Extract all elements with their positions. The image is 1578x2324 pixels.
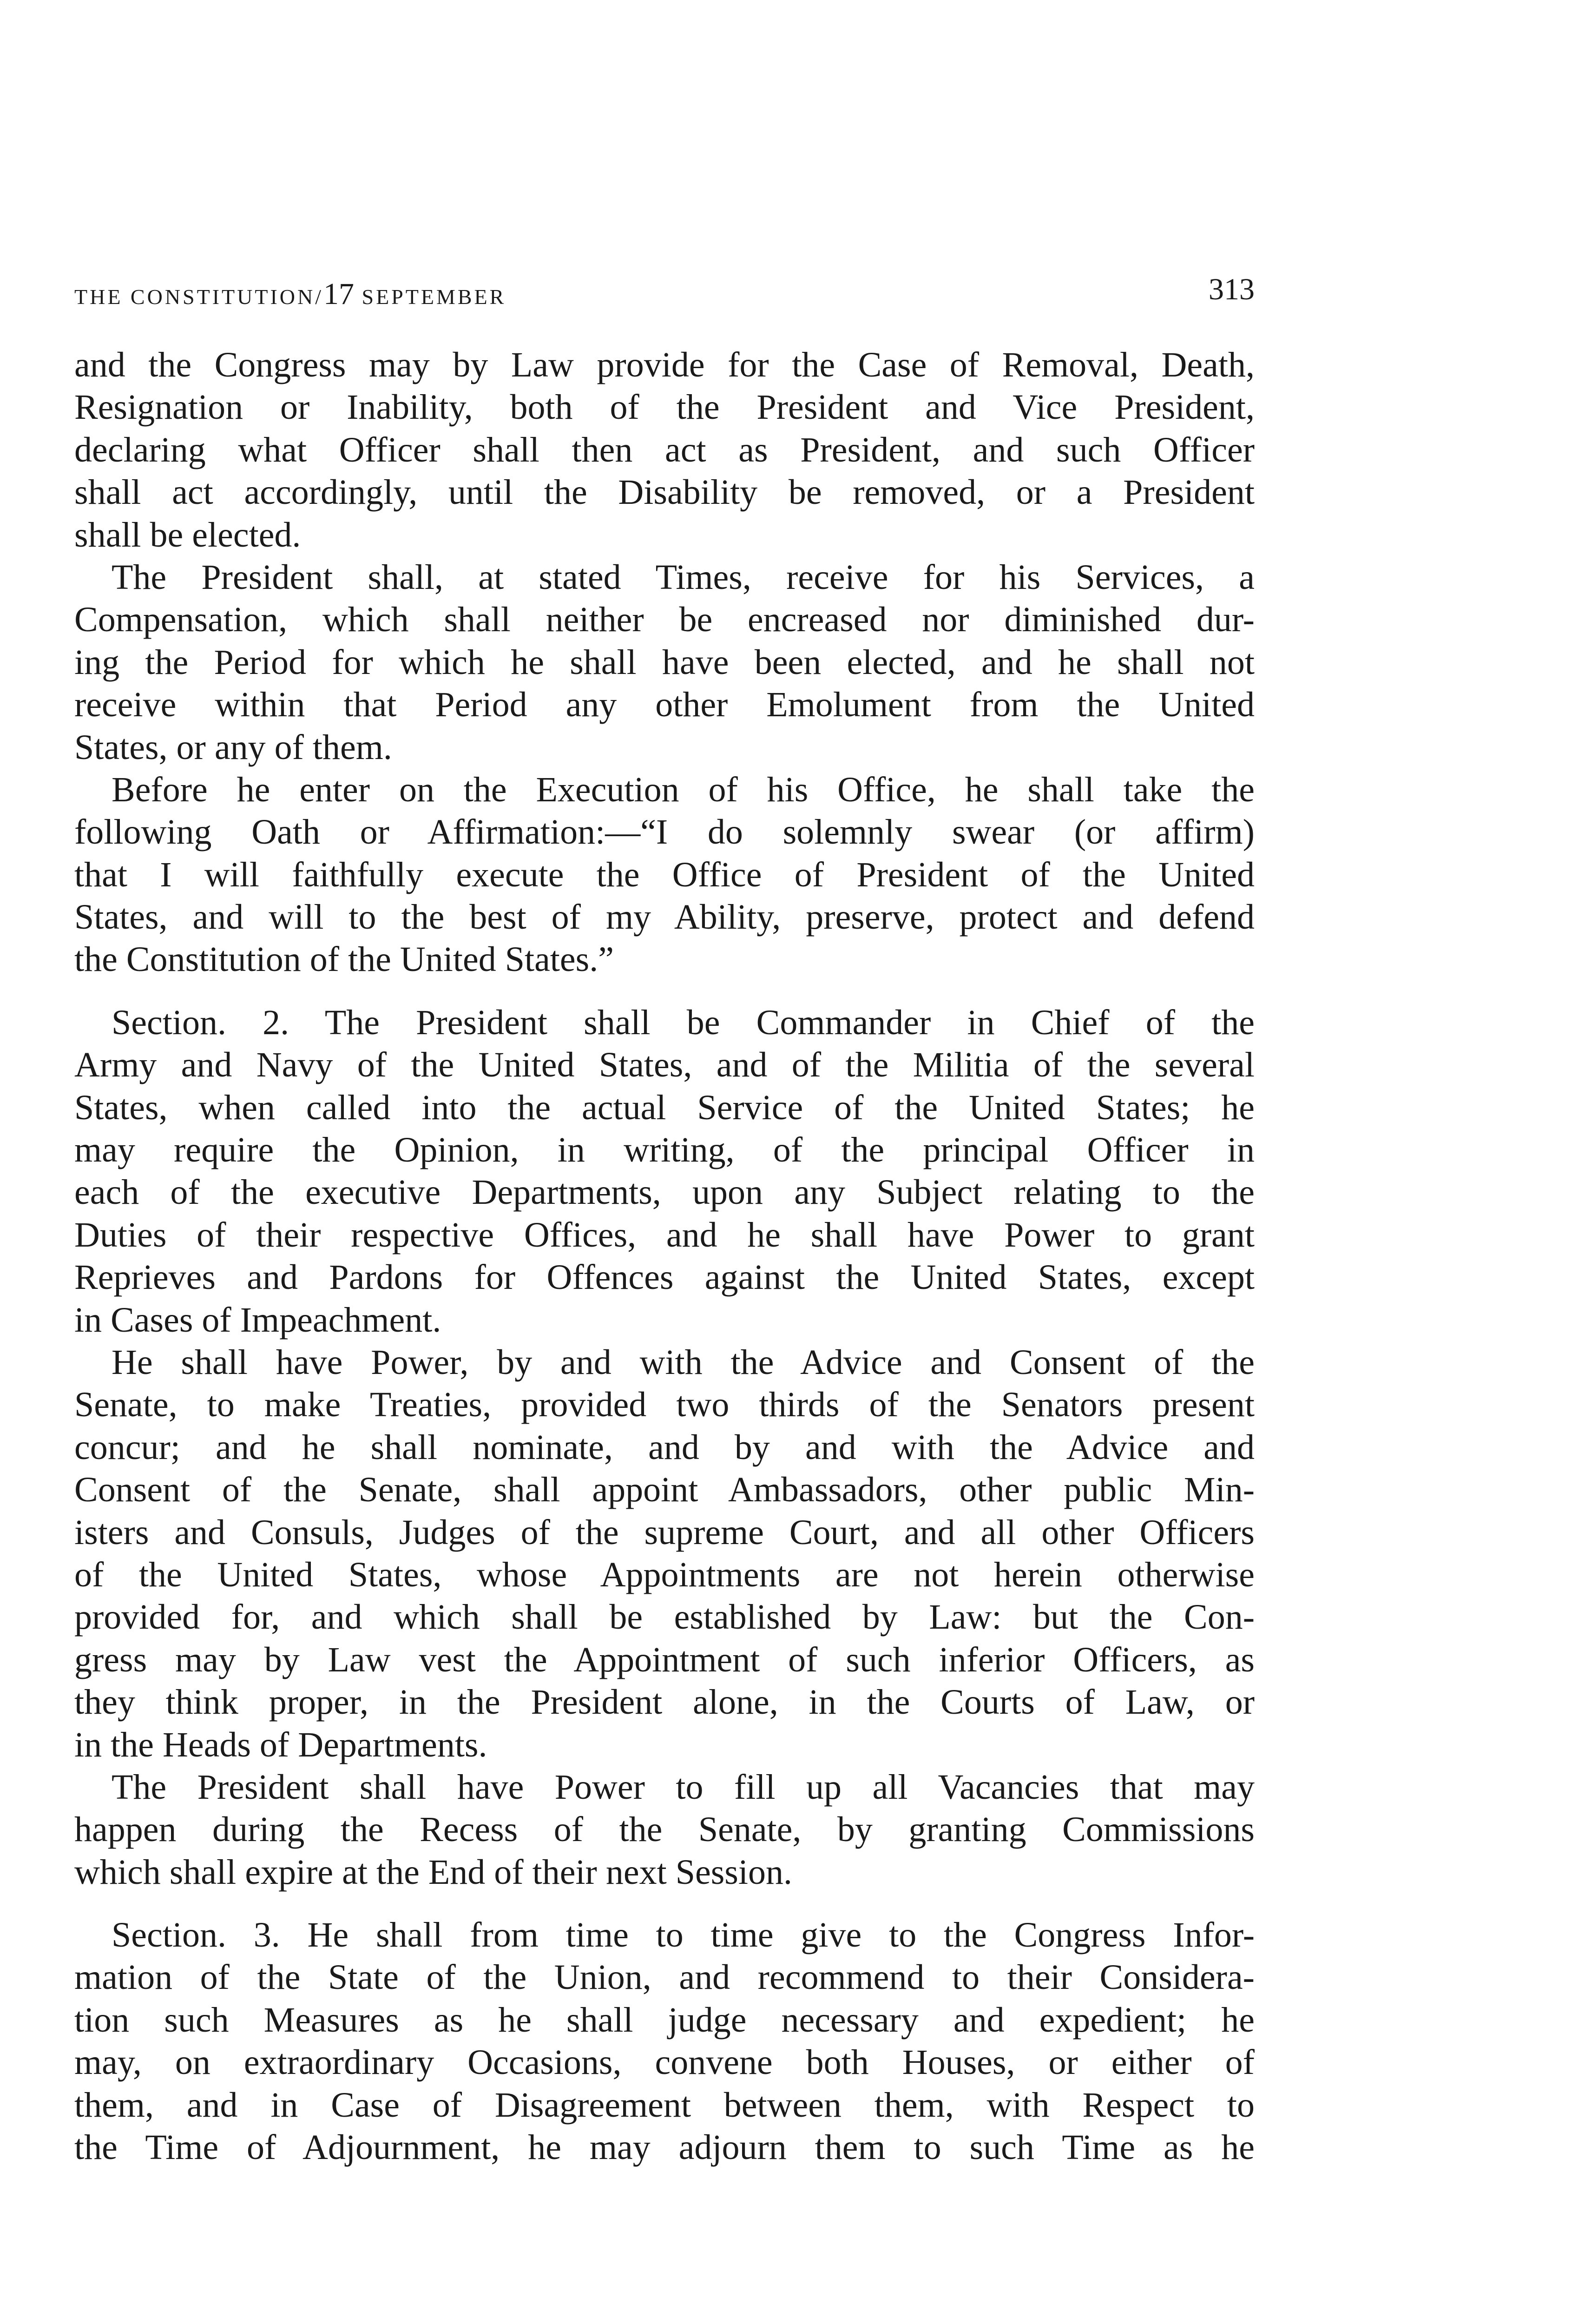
paragraph-oath (74, 769, 1255, 981)
section-gap (74, 1894, 1255, 1914)
text-line: shall act accordingly, until the Disability be removed, or a President (74, 473, 1255, 512)
text-line: Before he enter on the Execution of his Office, he shall take the (112, 770, 1255, 809)
text-line: them, and in Case of Disagreement between them, with Respect to (74, 2085, 1255, 2125)
text-line: tion such Measures as he shall judge necessary and expedient; he (74, 2000, 1255, 2040)
text-line: declaring what Officer shall then act as President, and such Officer (74, 430, 1255, 469)
paragraph-succession (74, 344, 1255, 556)
running-head-date-number: 17 (323, 277, 354, 311)
running-head-title-part-2: SEPTEMBER (354, 285, 506, 309)
text-line: States, and will to the best of my Ability, preserve, protect and defend (74, 898, 1255, 937)
text-line: and the Congress may by Law provide for the Case of Removal, Death, (74, 345, 1255, 384)
paragraph-section-2 (74, 1002, 1255, 1341)
text-line: gress may by Law vest the Appointment of such inferior Officers, as (74, 1640, 1255, 1679)
text-line: Consent of the Senate, shall appoint Ambassadors, other public Min- (74, 1470, 1255, 1510)
text-line: The President shall, at stated Times, receive for his Services, a (112, 557, 1255, 597)
text-line: Section. 3. He shall from time to time give to the Congress Infor- (112, 1915, 1255, 1955)
text-line: isters and Consuls, Judges of the supreme Court, and all other Officers (74, 1512, 1255, 1552)
text-line: Duties of their respective Offices, and he shall have Power to grant (74, 1215, 1255, 1254)
text-line: they think proper, in the President alone, in the Courts of Law, or (74, 1683, 1255, 1722)
text-line: Reprieves and Pardons for Offences against the United States, except (74, 1258, 1255, 1297)
text-line: States, when called into the actual Service of the United States; he (74, 1088, 1255, 1127)
running-head-title (74, 277, 506, 312)
text-line: happen during the Recess of the Senate, by granting Commissions (74, 1810, 1255, 1849)
text-line: each of the executive Departments, upon any Subject relating to the (74, 1173, 1255, 1212)
text-line: in the Heads of Departments. (74, 1725, 487, 1764)
text-line: the Constitution of the United States.” (74, 940, 614, 979)
text-line: that I will faithfully execute the Office of President of the United (74, 855, 1255, 894)
paragraph-compensation (74, 556, 1255, 769)
paragraph-treaties (74, 1341, 1255, 1766)
text-line: receive within that Period any other Emolument from the United (74, 685, 1255, 725)
text-line: which shall expire at the End of their next Session. (74, 1852, 792, 1892)
text-line: mation of the State of the Union, and recommend to their Considera- (74, 1958, 1255, 1997)
text-line: ing the Period for which he shall have been elected, and he shall not (74, 642, 1255, 682)
text-line: provided for, and which shall be established by Law: but the Con- (74, 1598, 1255, 1637)
running-head (74, 272, 1255, 309)
paragraph-vacancies (74, 1766, 1255, 1894)
text-line: Resignation or Inability, both of the President and Vice President, (74, 388, 1255, 427)
text-line: shall be elected. (74, 515, 301, 555)
text-line: Senate, to make Treaties, provided two thirds of the Senators present (74, 1385, 1255, 1425)
text-line: He shall have Power, by and with the Advice and Consent of the (112, 1342, 1255, 1382)
text-line: Section. 2. The President shall be Commander in Chief of the (112, 1003, 1255, 1042)
text-line: in Cases of Impeachment. (74, 1300, 441, 1340)
text-line: the Time of Adjournment, he may adjourn them to such Time as he (74, 2128, 1255, 2167)
body-text (74, 344, 1255, 2169)
section-gap (74, 981, 1255, 1002)
text-line: following Oath or Affirmation:—“I do solemnly swear (or affirm) (74, 812, 1255, 852)
text-line: Compensation, which shall neither be encreased nor diminished dur- (74, 600, 1255, 640)
text-line: of the United States, whose Appointments are not herein otherwise (74, 1555, 1255, 1594)
text-line: States, or any of them. (74, 727, 392, 767)
text-line: may, on extraordinary Occasions, convene both Houses, or either of (74, 2043, 1255, 2082)
page-number: 313 (1209, 272, 1255, 306)
text-line: Army and Navy of the United States, and of the Militia of the several (74, 1045, 1255, 1085)
text-line: concur; and he shall nominate, and by and with the Advice and (74, 1427, 1255, 1467)
text-line: The President shall have Power to fill up all Vacancies that may (112, 1767, 1255, 1807)
paragraph-section-3 (74, 1914, 1255, 2169)
running-head-title-part-1: THE CONSTITUTION/ (74, 285, 323, 309)
text-line: may require the Opinion, in writing, of the principal Officer in (74, 1130, 1255, 1170)
